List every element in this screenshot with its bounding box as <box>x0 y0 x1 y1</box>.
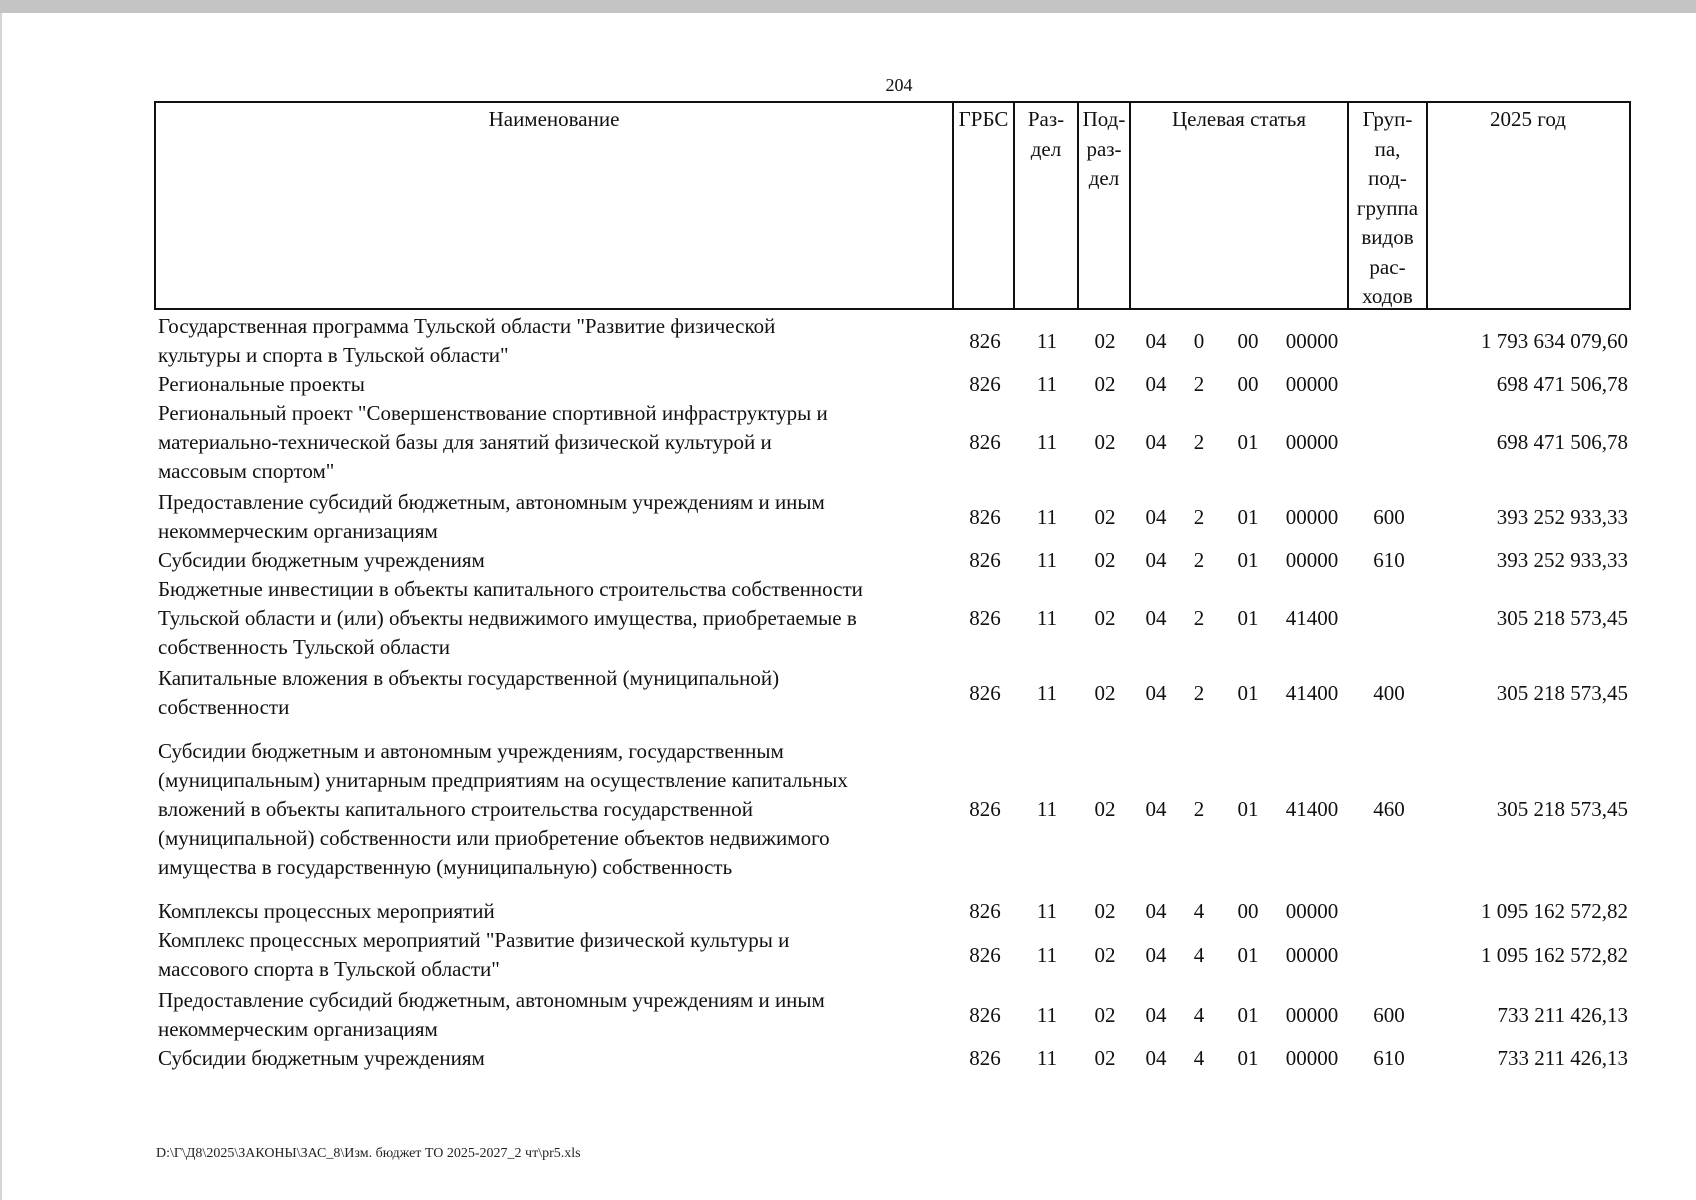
cell-razdel: 11 <box>1036 548 1058 572</box>
cell-razdel: 11 <box>1036 680 1058 705</box>
row-name <box>158 575 948 662</box>
row-name-line: некоммерческим организациям <box>158 1017 438 1041</box>
cell-cs3: 01 <box>1237 797 1259 821</box>
row-name-line: материально-технической базы для занятий физической культурой и <box>158 430 772 454</box>
cell-amount: 1 793 634 079,60 <box>1481 328 1628 353</box>
cell-grbs: 826 <box>969 606 1001 630</box>
cell-podrazdel: 02 <box>1094 504 1116 529</box>
row-name <box>158 897 948 926</box>
cell-cs3: 01 <box>1237 1046 1259 1070</box>
cell-cs3: 00 <box>1237 899 1259 923</box>
header-group-line: па, <box>1374 136 1401 161</box>
cell-cs3: 01 <box>1237 680 1259 705</box>
cell-amount: 305 218 573,45 <box>1496 797 1628 821</box>
cell-cs2: 2 <box>1193 680 1205 705</box>
row-name <box>158 546 948 575</box>
cell-cs2: 2 <box>1193 430 1205 454</box>
cell-amount: 1 095 162 572,82 <box>1481 942 1628 967</box>
row-name <box>158 312 948 370</box>
row-name-line: некоммерческим организациям <box>158 519 438 543</box>
cell-cs1: 04 <box>1145 372 1167 396</box>
cell-cs3: 01 <box>1237 504 1259 529</box>
cell-amount: 305 218 573,45 <box>1496 680 1628 705</box>
cell-cs2: 4 <box>1193 899 1205 923</box>
cell-razdel: 11 <box>1036 899 1058 923</box>
header-razdel-line: Раз- <box>1027 107 1065 131</box>
cell-amount: 1 095 162 572,82 <box>1481 899 1628 923</box>
cell-amount: 733 211 426,13 <box>1497 1046 1628 1070</box>
header-year-label: 2025 год <box>1490 107 1566 131</box>
cell-razdel: 11 <box>1036 1046 1058 1070</box>
row-name-line: Региональные проекты <box>158 372 365 396</box>
page-number: 204 <box>885 75 913 95</box>
row-name <box>158 399 948 486</box>
cell-cs1: 04 <box>1145 797 1167 821</box>
row-name <box>158 986 948 1044</box>
header-target-label: Целевая статья <box>1171 107 1307 131</box>
cell-cs2: 4 <box>1193 1046 1205 1070</box>
cell-razdel: 11 <box>1036 372 1058 396</box>
cell-razdel: 11 <box>1036 328 1058 353</box>
row-name-line: Предоставление субсидий бюджетным, автономным учреждениям и иным <box>158 988 825 1012</box>
header-group-line: рас- <box>1369 254 1406 279</box>
cell-amount: 698 471 506,78 <box>1496 372 1628 396</box>
cell-podrazdel: 02 <box>1094 899 1116 923</box>
row-name-line: Комплекс процессных мероприятий "Развитие физической культуры и <box>158 928 790 952</box>
cell-cs1: 04 <box>1145 1002 1167 1027</box>
cell-podrazdel: 02 <box>1094 942 1116 967</box>
cell-podrazdel: 02 <box>1094 1046 1116 1070</box>
cell-cs4: 41400 <box>1285 797 1339 821</box>
cell-cs2: 4 <box>1193 1002 1205 1027</box>
cell-podrazdel: 02 <box>1094 680 1116 705</box>
cell-podrazdel: 02 <box>1094 548 1116 572</box>
cell-grbs: 826 <box>969 328 1001 353</box>
cell-podrazdel: 02 <box>1094 1002 1116 1027</box>
row-name-line: Комплексы процессных мероприятий <box>158 899 495 923</box>
header-podrazdel-line: раз- <box>1086 136 1122 161</box>
cell-cs4: 00000 <box>1285 942 1339 967</box>
row-name-line: Субсидии бюджетным и автономным учреждениям, государственным <box>158 739 784 763</box>
header-podrazdel-line: дел <box>1088 166 1120 190</box>
cell-cs1: 04 <box>1145 430 1167 454</box>
cell-razdel: 11 <box>1036 606 1058 630</box>
header-group-line: Груп- <box>1362 107 1413 131</box>
cell-cs4: 00000 <box>1285 548 1339 572</box>
row-name-line: имущества в государственную (муниципальную) собственность <box>158 855 733 879</box>
row-name-line: Региональный проект "Совершенствование спортивной инфраструктуры и <box>158 401 828 425</box>
row-name <box>158 370 948 399</box>
cell-cs2: 0 <box>1193 328 1205 353</box>
row-name <box>158 664 948 722</box>
cell-razdel: 11 <box>1036 942 1058 967</box>
cell-grbs: 826 <box>969 797 1001 821</box>
cell-podrazdel: 02 <box>1094 372 1116 396</box>
row-name-line: вложений в объекты капитального строительства государственной <box>158 797 753 821</box>
row-name-line: Предоставление субсидий бюджетным, автономным учреждениям и иным <box>158 490 825 514</box>
cell-cs3: 01 <box>1237 606 1259 630</box>
cell-amount: 698 471 506,78 <box>1496 430 1628 454</box>
cell-cs3: 01 <box>1237 430 1259 454</box>
cell-cs4: 00000 <box>1285 430 1339 454</box>
cell-grbs: 826 <box>969 942 1001 967</box>
cell-cs4: 41400 <box>1285 680 1339 705</box>
cell-grbs: 826 <box>969 430 1001 454</box>
row-name <box>158 926 948 984</box>
cell-cs3: 00 <box>1237 372 1259 396</box>
row-name-line: собственности <box>158 695 290 719</box>
cell-grbs: 826 <box>969 548 1001 572</box>
cell-cs3: 00 <box>1237 328 1259 353</box>
header-group-line: под- <box>1368 166 1407 190</box>
cell-group: 460 <box>1373 797 1405 821</box>
cell-cs4: 41400 <box>1285 606 1339 630</box>
row-name <box>158 1044 948 1073</box>
cell-cs3: 01 <box>1237 1002 1259 1027</box>
row-name-line: (муниципальной) собственности или приобретение объектов недвижимого <box>158 826 830 850</box>
cell-razdel: 11 <box>1036 797 1058 821</box>
cell-cs4: 00000 <box>1285 899 1339 923</box>
cell-amount: 305 218 573,45 <box>1496 606 1628 630</box>
cell-grbs: 826 <box>969 899 1001 923</box>
row-name-line: массовым спортом" <box>158 459 335 483</box>
cell-group: 610 <box>1373 548 1405 572</box>
cell-razdel: 11 <box>1036 504 1058 529</box>
cell-cs1: 04 <box>1145 1046 1167 1070</box>
header-grbs-label: ГРБС <box>958 107 1009 131</box>
cell-grbs: 826 <box>969 680 1001 705</box>
cell-cs2: 2 <box>1193 372 1205 396</box>
cell-cs4: 00000 <box>1285 328 1339 353</box>
cell-podrazdel: 02 <box>1094 430 1116 454</box>
cell-cs2: 2 <box>1193 548 1205 572</box>
cell-cs2: 2 <box>1193 504 1205 529</box>
row-name-line: Бюджетные инвестиции в объекты капитального строительства собственности <box>158 577 863 601</box>
footer-file-path: D:\Г\Д8\2025\ЗАКОНЫ\ЗАС_8\Изм. бюджет ТО 2025-2027_2 чт\pr5.xls <box>156 1146 581 1161</box>
cell-cs4: 00000 <box>1285 504 1339 529</box>
cell-cs1: 04 <box>1145 548 1167 572</box>
cell-grbs: 826 <box>969 1002 1001 1027</box>
cell-podrazdel: 02 <box>1094 797 1116 821</box>
cell-amount: 393 252 933,33 <box>1496 548 1628 572</box>
header-name-label: Наименование <box>488 107 620 131</box>
cell-cs3: 01 <box>1237 548 1259 572</box>
header-group-line: группа <box>1356 195 1419 220</box>
cell-group: 610 <box>1373 1046 1405 1070</box>
cell-podrazdel: 02 <box>1094 606 1116 630</box>
cell-cs1: 04 <box>1145 942 1167 967</box>
cell-cs2: 2 <box>1193 797 1205 821</box>
cell-razdel: 11 <box>1036 430 1058 454</box>
cell-razdel: 11 <box>1036 1002 1058 1027</box>
row-name-line: массового спорта в Тульской области" <box>158 957 500 981</box>
cell-cs1: 04 <box>1145 504 1167 529</box>
header-razdel-line: дел <box>1030 136 1062 161</box>
cell-cs4: 00000 <box>1285 1046 1339 1070</box>
cell-amount: 393 252 933,33 <box>1496 504 1628 529</box>
cell-cs4: 00000 <box>1285 372 1339 396</box>
cell-amount: 733 211 426,13 <box>1497 1002 1628 1027</box>
cell-grbs: 826 <box>969 504 1001 529</box>
cell-grbs: 826 <box>969 1046 1001 1070</box>
row-name-line: (муниципальным) унитарным предприятиям на осуществление капитальных <box>158 768 848 792</box>
cell-podrazdel: 02 <box>1094 328 1116 353</box>
row-name-line: культуры и спорта в Тульской области" <box>158 343 509 367</box>
cell-group: 400 <box>1373 680 1405 705</box>
row-name-line: Субсидии бюджетным учреждениям <box>158 548 485 572</box>
row-name <box>158 488 948 546</box>
row-name-line: Капитальные вложения в объекты государственной (муниципальной) <box>158 666 780 690</box>
cell-cs2: 2 <box>1193 606 1205 630</box>
row-name <box>158 737 948 882</box>
cell-cs1: 04 <box>1145 680 1167 705</box>
cell-cs1: 04 <box>1145 606 1167 630</box>
cell-cs4: 00000 <box>1285 1002 1339 1027</box>
row-name-line: Тульской области и (или) объекты недвижимого имущества, приобретаемые в <box>158 606 857 630</box>
cell-group: 600 <box>1373 1002 1405 1027</box>
cell-group: 600 <box>1373 504 1405 529</box>
header-group-line: ходов <box>1362 284 1413 308</box>
cell-grbs: 826 <box>969 372 1001 396</box>
row-name-line: Государственная программа Тульской области "Развитие физической <box>158 314 776 338</box>
cell-cs1: 04 <box>1145 899 1167 923</box>
cell-cs1: 04 <box>1145 328 1167 353</box>
cell-cs2: 4 <box>1193 942 1205 967</box>
header-podrazdel-line: Под- <box>1082 107 1126 131</box>
row-name-line: собственность Тульской области <box>158 635 451 659</box>
row-name-line: Субсидии бюджетным учреждениям <box>158 1046 485 1070</box>
cell-cs3: 01 <box>1237 942 1259 967</box>
header-group-line: видов <box>1361 225 1414 249</box>
